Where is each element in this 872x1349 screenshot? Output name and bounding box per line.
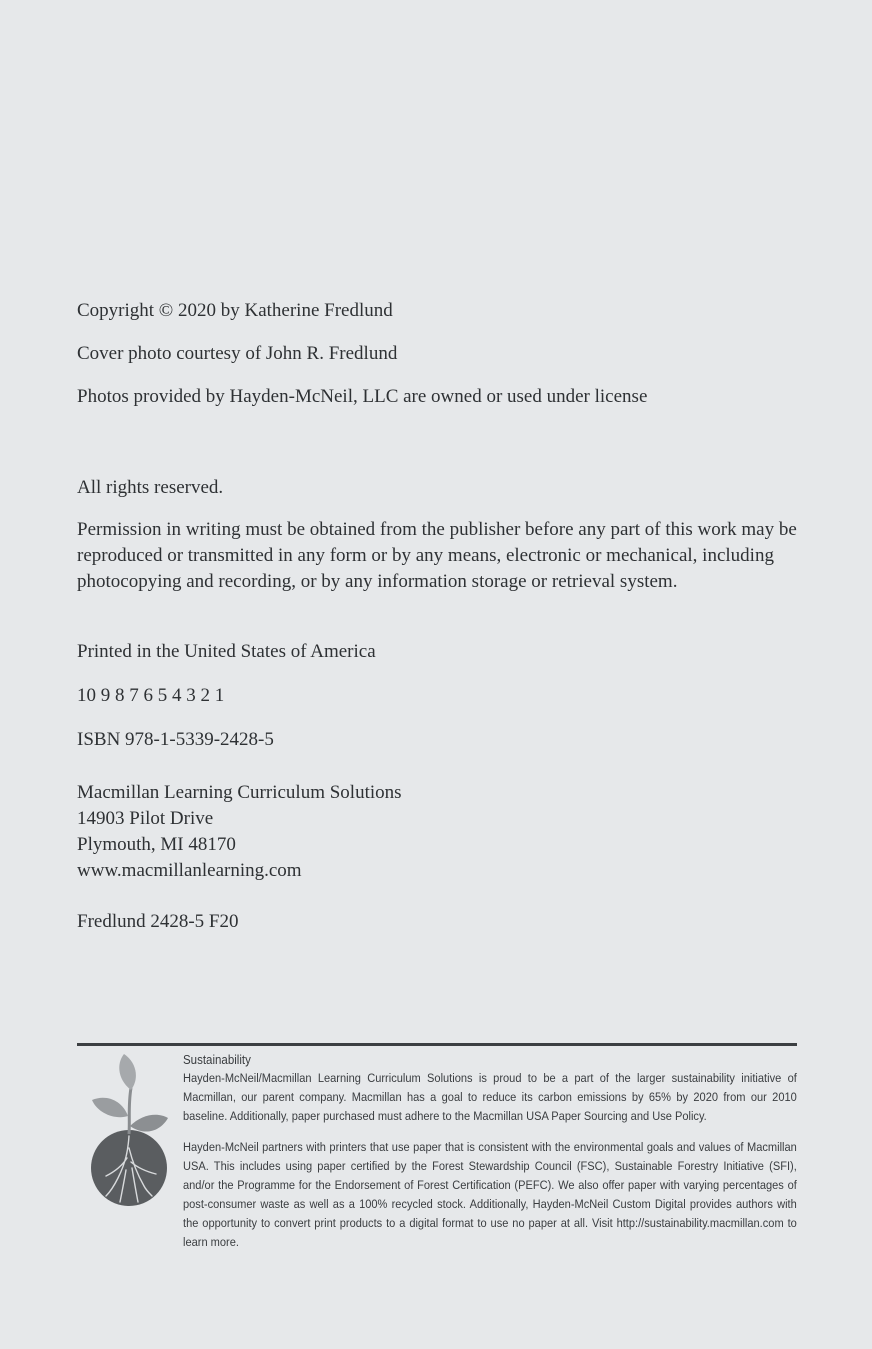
printed-in-text: Printed in the United States of America (77, 641, 376, 662)
sustainability-paragraph-1: Hayden-McNeil/Macmillan Learning Curriculum Solutions is proud to be a part of the larger sustainability initiative of Macmillan, our parent company. Macmillan has a goal to reduce its carbon emissions by 65% by 2020 from our 2010 baseline. Additionally, paper purchased must adhere to the Macmillan USA Paper Sourcing and Use Policy. (183, 1071, 797, 1123)
publisher-name: Macmillan Learning Curriculum Solutions (77, 782, 402, 803)
permission-block (77, 517, 807, 595)
sustainability-title: Sustainability (183, 1052, 251, 1067)
printed-in-block (77, 639, 807, 665)
printing-numbers-block (77, 683, 807, 709)
cover-photo-credit: Cover photo courtesy of John R. Fredlund (77, 343, 398, 364)
book-code-text: Fredlund 2428-5 F20 (77, 911, 239, 932)
permission-text: Permission in writing must be obtained from the publisher before any part of this work may be reproduced or transmitted in any form or by any means, electronic or mechanical, including photocopying and recording, or by any information storage or retrieval system. (77, 519, 797, 592)
publisher-address (77, 780, 807, 884)
book-code-block (77, 909, 807, 935)
isbn-block (77, 727, 807, 753)
publisher-street: 14903 Pilot Drive (77, 808, 214, 829)
publisher-city: Plymouth, MI 48170 (77, 834, 236, 855)
photos-credit: Photos provided by Hayden-McNeil, LLC are owned or used under license (77, 386, 648, 407)
sustainability-notice (183, 1050, 797, 1252)
printing-numbers-text: 10 9 8 7 6 5 4 3 2 1 (77, 685, 225, 706)
publisher-website: www.macmillanlearning.com (77, 860, 302, 881)
copyright-block (77, 298, 807, 501)
all-rights-reserved: All rights reserved. (77, 477, 224, 498)
seedling-icon (88, 1050, 170, 1212)
isbn-text: ISBN 978-1-5339-2428-5 (77, 729, 274, 750)
sustainability-paragraph-2: Hayden-McNeil partners with printers that use paper that is consistent with the environmental goals and values of Macmillan USA. This includes using paper certified by the Forest Stewardship Council (FSC), Sustainable Forestry Initiative (SFI), and/or the Programme for the Endorsement of Forest Certification (PEFC). We also offer paper with varying percentages of post-consumer waste as well as a 100% recycled stock. Additionally, Hayden-McNeil Custom Digital provides authors with the opportunity to convert print products to a digital format to use no paper at all. Visit http://sustainability.macmillan.com to learn more. (183, 1140, 797, 1249)
copyright-line: Copyright © 2020 by Katherine Fredlund (77, 300, 393, 321)
sustainability-divider (77, 1043, 797, 1046)
